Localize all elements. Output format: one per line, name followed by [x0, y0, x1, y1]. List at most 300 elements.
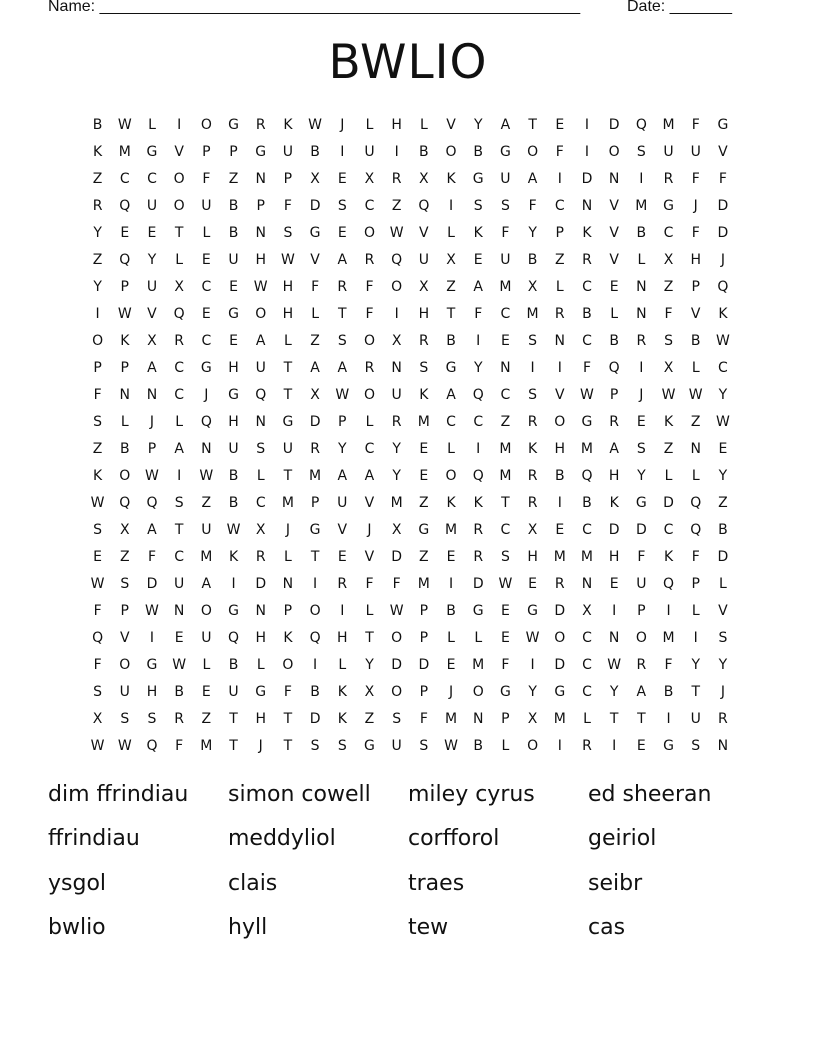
- grid-letter: J: [149, 413, 155, 430]
- grid-letter: N: [173, 602, 185, 619]
- grid-letter: E: [229, 332, 238, 349]
- grid-letter: P: [419, 629, 429, 646]
- word-list-item: hyll: [228, 914, 268, 940]
- grid-letter: D: [717, 197, 729, 214]
- grid-letter: C: [147, 170, 157, 187]
- grid-letter: B: [636, 224, 647, 241]
- grid-letter: V: [609, 197, 619, 214]
- grid-letter: Q: [391, 251, 403, 268]
- grid-letter: D: [309, 413, 321, 430]
- grid-letter: F: [283, 197, 292, 214]
- grid-letter: Q: [608, 359, 620, 376]
- grid-letter: N: [255, 224, 266, 241]
- grid-letter: V: [419, 224, 429, 241]
- grid-letter: G: [663, 737, 674, 754]
- grid-letter: F: [501, 224, 510, 241]
- grid-letter: F: [365, 575, 374, 592]
- word-list-item: traes: [408, 870, 465, 896]
- grid-letter: X: [527, 521, 538, 538]
- grid-letter: W: [389, 602, 404, 619]
- grid-letter: M: [417, 413, 430, 430]
- grid-letter: P: [310, 494, 320, 511]
- grid-letter: K: [446, 494, 456, 511]
- grid-letter: F: [474, 305, 483, 322]
- grid-letter: C: [718, 359, 728, 376]
- grid-letter: W: [715, 332, 730, 349]
- grid-letter: T: [609, 710, 619, 727]
- grid-letter: Q: [173, 305, 185, 322]
- grid-letter: E: [500, 629, 510, 646]
- grid-letter: Y: [637, 467, 646, 484]
- grid-letter: F: [691, 170, 700, 187]
- grid-letter: T: [229, 737, 238, 754]
- grid-letter: F: [283, 683, 292, 700]
- grid-letter: M: [499, 467, 512, 484]
- grid-letter: Q: [146, 494, 158, 511]
- grid-letter: I: [612, 602, 617, 619]
- grid-letter: A: [337, 359, 348, 376]
- grid-letter: R: [364, 359, 375, 376]
- grid-letter: O: [119, 467, 131, 484]
- grid-letter: K: [283, 116, 293, 133]
- grid-letter: M: [499, 278, 512, 295]
- grid-letter: K: [93, 143, 103, 160]
- grid-letter: N: [282, 575, 294, 592]
- grid-letter: B: [228, 224, 239, 241]
- grid-letter: O: [92, 332, 104, 349]
- word-list-item: geiriol: [588, 826, 657, 852]
- grid-letter: T: [229, 710, 238, 727]
- grid-letter: L: [256, 467, 265, 484]
- grid-letter: Y: [473, 116, 483, 133]
- grid-letter: D: [717, 224, 729, 241]
- grid-letter: N: [608, 170, 620, 187]
- grid-letter: G: [499, 143, 511, 160]
- word-list-item: ysgol: [48, 870, 107, 896]
- grid-letter: V: [310, 251, 320, 268]
- grid-letter: R: [337, 575, 348, 592]
- grid-letter: U: [500, 170, 511, 187]
- grid-letter: M: [200, 737, 213, 754]
- grid-letter: B: [446, 602, 456, 619]
- grid-letter: D: [663, 494, 674, 511]
- grid-letter: W: [525, 629, 540, 646]
- grid-letter: N: [581, 197, 593, 214]
- grid-letter: L: [474, 629, 483, 646]
- grid-letter: W: [90, 494, 105, 511]
- grid-letter: T: [528, 116, 537, 133]
- grid-letter: C: [174, 386, 185, 403]
- grid-letter: G: [255, 143, 267, 160]
- grid-letter: K: [228, 548, 239, 565]
- grid-letter: N: [717, 737, 729, 754]
- grid-letter: O: [445, 467, 457, 484]
- grid-letter: I: [666, 710, 671, 727]
- grid-letter: U: [119, 683, 130, 700]
- grid-letter: T: [174, 521, 184, 538]
- grid-letter: L: [555, 278, 564, 295]
- grid-letter: C: [500, 386, 511, 403]
- grid-letter: P: [256, 197, 265, 214]
- grid-letter: R: [174, 332, 185, 349]
- grid-letter: V: [119, 629, 130, 646]
- grid-letter: U: [201, 629, 212, 646]
- grid-letter: U: [500, 251, 511, 268]
- grid-letter: Z: [92, 440, 103, 457]
- grid-letter: A: [636, 683, 647, 700]
- grid-letter: M: [200, 548, 213, 565]
- grid-letter: C: [582, 629, 592, 646]
- grid-letter: P: [338, 413, 347, 430]
- grid-letter: S: [120, 710, 130, 727]
- grid-letter: I: [177, 467, 182, 484]
- word-list-item: ed sheeran: [588, 782, 712, 807]
- grid-letter: A: [147, 359, 157, 376]
- grid-letter: U: [228, 440, 239, 457]
- grid-letter: B: [228, 494, 239, 511]
- grid-letter: H: [554, 440, 566, 457]
- grid-letter: H: [391, 116, 402, 133]
- grid-letter: Z: [663, 278, 674, 295]
- word-list-item: dim ffrindiau: [48, 782, 189, 807]
- grid-letter: F: [637, 548, 646, 565]
- grid-letter: Q: [146, 737, 158, 754]
- grid-letter: G: [146, 143, 158, 160]
- grid-letter: X: [364, 683, 375, 700]
- grid-letter: P: [93, 359, 102, 376]
- grid-letter: Y: [93, 278, 102, 295]
- grid-letter: N: [255, 413, 266, 430]
- grid-letter: X: [419, 170, 429, 187]
- grid-letter: D: [608, 521, 620, 538]
- grid-letter: G: [309, 521, 321, 538]
- grid-letter: X: [663, 359, 674, 376]
- grid-letter: R: [92, 197, 103, 214]
- grid-letter: X: [527, 278, 538, 295]
- grid-letter: Q: [418, 197, 430, 214]
- grid-letter: E: [609, 278, 619, 295]
- grid-letter: S: [337, 197, 347, 214]
- grid-letter: Y: [392, 440, 401, 457]
- grid-letter: L: [175, 413, 184, 430]
- grid-letter: P: [229, 143, 238, 160]
- grid-letter: R: [554, 305, 565, 322]
- grid-letter: C: [174, 359, 185, 376]
- grid-letter: Q: [690, 494, 702, 511]
- grid-letter: S: [718, 629, 728, 646]
- letter-grid: [84, 111, 738, 759]
- grid-letter: Y: [691, 656, 700, 673]
- grid-letter: V: [609, 224, 619, 241]
- grid-letter: I: [639, 170, 644, 187]
- grid-letter: Q: [228, 629, 240, 646]
- grid-letter: C: [663, 521, 674, 538]
- grid-letter: S: [500, 548, 510, 565]
- grid-letter: E: [229, 278, 238, 295]
- grid-letter: U: [690, 710, 701, 727]
- grid-letter: D: [418, 656, 430, 673]
- grid-letter: L: [501, 737, 510, 754]
- grid-letter: Z: [718, 494, 728, 511]
- grid-letter: U: [418, 251, 429, 268]
- grid-letter: H: [337, 629, 348, 646]
- grid-letter: F: [718, 170, 727, 187]
- grid-letter: D: [391, 656, 403, 673]
- grid-letter: G: [527, 602, 539, 619]
- grid-letter: T: [365, 629, 374, 646]
- grid-letter: G: [309, 224, 321, 241]
- grid-letter: W: [253, 278, 268, 295]
- grid-letter: L: [365, 413, 374, 430]
- grid-letter: X: [663, 251, 674, 268]
- grid-letter: Y: [338, 440, 347, 457]
- grid-letter: M: [580, 548, 594, 565]
- grid-letter: L: [284, 548, 292, 565]
- grid-letter: W: [335, 386, 350, 403]
- grid-letter: S: [147, 710, 157, 727]
- header: [48, 0, 748, 20]
- grid-letter: W: [661, 386, 676, 403]
- grid-letter: U: [146, 197, 158, 214]
- grid-letter: A: [473, 278, 483, 295]
- grid-letter: V: [364, 548, 375, 565]
- grid-letter: O: [309, 602, 321, 619]
- grid-letter: V: [174, 143, 184, 160]
- grid-letter: W: [308, 116, 323, 133]
- grid-letter: I: [448, 575, 454, 592]
- grid-letter: Z: [446, 278, 456, 295]
- grid-letter: S: [636, 143, 646, 160]
- grid-letter: T: [283, 737, 293, 754]
- grid-letter: S: [120, 575, 130, 592]
- grid-letter: X: [364, 170, 375, 187]
- grid-letter: I: [177, 116, 182, 133]
- grid-letter: N: [146, 386, 158, 403]
- grid-letter: I: [340, 143, 345, 160]
- grid-letter: R: [255, 548, 266, 565]
- grid-letter: P: [120, 359, 129, 376]
- grid-letter: N: [608, 629, 620, 646]
- grid-letter: B: [174, 683, 184, 700]
- grid-letter: R: [391, 170, 402, 187]
- grid-letter: I: [95, 305, 100, 322]
- grid-letter: F: [691, 116, 700, 133]
- grid-letter: K: [473, 494, 483, 511]
- grid-letter: M: [553, 548, 566, 565]
- grid-letter: X: [419, 278, 429, 295]
- grid-letter: F: [147, 548, 156, 565]
- grid-letter: O: [472, 683, 484, 700]
- grid-letter: T: [446, 305, 456, 322]
- grid-letter: D: [554, 656, 566, 673]
- grid-letter: A: [337, 251, 348, 268]
- grid-letter: C: [663, 224, 674, 241]
- grid-letter: P: [202, 143, 211, 160]
- grid-letter: Y: [718, 656, 728, 673]
- grid-letter: L: [637, 251, 646, 268]
- grid-letter: E: [419, 467, 429, 484]
- grid-letter: P: [120, 602, 129, 619]
- grid-letter: V: [364, 494, 375, 511]
- word-list-item: ffrindiau: [48, 826, 140, 852]
- grid-letter: R: [391, 413, 402, 430]
- grid-letter: R: [473, 548, 484, 565]
- grid-letter: G: [472, 170, 484, 187]
- grid-letter: K: [663, 413, 674, 430]
- grid-letter: R: [473, 521, 484, 538]
- grid-letter: A: [527, 170, 538, 187]
- grid-letter: Y: [473, 359, 483, 376]
- grid-letter: O: [363, 332, 375, 349]
- grid-letter: Z: [201, 710, 212, 727]
- grid-letter: C: [446, 413, 456, 430]
- grid-letter: Z: [419, 494, 429, 511]
- grid-letter: K: [93, 467, 103, 484]
- grid-letter: O: [173, 197, 185, 214]
- word-list-item: miley cyrus: [408, 782, 535, 807]
- grid-letter: W: [389, 224, 404, 241]
- date-field[interactable]: Date: _______: [627, 0, 732, 15]
- grid-letter: C: [119, 170, 130, 187]
- grid-letter: R: [636, 656, 647, 673]
- grid-letter: S: [337, 332, 347, 349]
- grid-letter: J: [367, 521, 372, 538]
- grid-letter: E: [337, 548, 347, 565]
- grid-letter: O: [554, 629, 566, 646]
- grid-letter: Z: [690, 413, 701, 430]
- grid-letter: I: [584, 143, 590, 160]
- grid-letter: X: [119, 521, 130, 538]
- grid-letter: E: [555, 116, 565, 133]
- grid-letter: Q: [119, 197, 131, 214]
- grid-letter: O: [391, 683, 403, 700]
- grid-letter: R: [718, 710, 728, 727]
- grid-letter: Q: [255, 386, 267, 403]
- grid-letter: L: [148, 116, 156, 133]
- grid-letter: C: [174, 548, 185, 565]
- grid-letter: O: [200, 116, 212, 133]
- grid-letter: W: [117, 116, 132, 133]
- grid-letter: N: [119, 386, 131, 403]
- grid-letter: F: [365, 305, 374, 322]
- grid-letter: Z: [228, 170, 239, 187]
- grid-letter: D: [717, 548, 729, 565]
- grid-letter: S: [93, 413, 103, 430]
- grid-letter: N: [554, 332, 566, 349]
- grid-letter: N: [636, 305, 647, 322]
- name-field[interactable]: Name: ______________________________________________________: [48, 0, 581, 15]
- grid-letter: N: [391, 359, 402, 376]
- grid-letter: T: [338, 305, 347, 322]
- grid-letter: G: [717, 116, 729, 133]
- grid-letter: L: [447, 629, 455, 646]
- grid-letter: B: [527, 251, 538, 268]
- grid-letter: E: [337, 224, 347, 241]
- grid-letter: Z: [364, 710, 375, 727]
- grid-letter: R: [418, 332, 429, 349]
- grid-letter: S: [636, 440, 646, 457]
- grid-letter: Z: [663, 440, 674, 457]
- grid-letter: I: [448, 197, 454, 214]
- grid-letter: F: [419, 710, 428, 727]
- grid-letter: U: [174, 575, 185, 592]
- grid-letter: N: [581, 575, 593, 592]
- grid-letter: I: [639, 359, 644, 376]
- grid-letter: O: [527, 143, 539, 160]
- grid-letter: M: [390, 494, 403, 511]
- grid-letter: C: [364, 197, 375, 214]
- grid-letter: I: [612, 737, 617, 754]
- grid-letter: L: [664, 467, 673, 484]
- grid-letter: L: [691, 467, 700, 484]
- grid-letter: J: [639, 386, 644, 403]
- grid-letter: G: [635, 494, 647, 511]
- grid-letter: L: [365, 602, 374, 619]
- grid-letter: S: [528, 386, 538, 403]
- grid-letter: H: [608, 548, 620, 565]
- grid-letter: U: [636, 575, 647, 592]
- grid-letter: W: [580, 386, 594, 403]
- grid-letter: P: [609, 386, 619, 403]
- word-list-item: cas: [588, 914, 626, 940]
- grid-letter: V: [337, 521, 348, 538]
- grid-letter: U: [690, 143, 701, 160]
- grid-letter: M: [635, 197, 648, 214]
- grid-letter: Q: [92, 629, 104, 646]
- grid-letter: C: [554, 197, 565, 214]
- grid-letter: B: [554, 467, 565, 484]
- grid-letter: C: [582, 278, 592, 295]
- grid-letter: H: [255, 251, 266, 268]
- grid-letter: I: [666, 602, 671, 619]
- grid-letter: Y: [718, 386, 728, 403]
- grid-letter: G: [255, 683, 267, 700]
- grid-letter: Z: [201, 494, 212, 511]
- grid-letter: D: [608, 116, 620, 133]
- grid-letter: G: [364, 737, 375, 754]
- grid-letter: W: [226, 521, 241, 538]
- grid-letter: O: [200, 602, 212, 619]
- grid-letter: J: [340, 116, 345, 133]
- grid-letter: L: [610, 305, 619, 322]
- grid-letter: D: [581, 170, 593, 187]
- grid-letter: M: [662, 629, 675, 646]
- grid-letter: P: [691, 278, 700, 295]
- grid-letter: G: [200, 359, 212, 376]
- grid-letter: Y: [365, 656, 374, 673]
- grid-letter: O: [119, 656, 131, 673]
- grid-letter: B: [609, 332, 619, 349]
- grid-letter: V: [718, 143, 728, 160]
- grid-letter: B: [310, 143, 320, 160]
- grid-letter: A: [201, 575, 212, 592]
- grid-letter: G: [146, 656, 158, 673]
- grid-letter: L: [202, 656, 211, 673]
- grid-letter: I: [693, 629, 698, 646]
- grid-letter: G: [445, 359, 457, 376]
- grid-letter: G: [282, 413, 294, 430]
- grid-letter: A: [364, 467, 375, 484]
- grid-letter: O: [363, 386, 375, 403]
- grid-letter: L: [338, 656, 347, 673]
- grid-letter: L: [691, 359, 700, 376]
- grid-letter: B: [582, 305, 592, 322]
- grid-letter: X: [147, 332, 157, 349]
- grid-letter: G: [472, 602, 484, 619]
- grid-letter: Z: [92, 251, 103, 268]
- grid-letter: F: [691, 224, 700, 241]
- grid-letter: A: [147, 521, 157, 538]
